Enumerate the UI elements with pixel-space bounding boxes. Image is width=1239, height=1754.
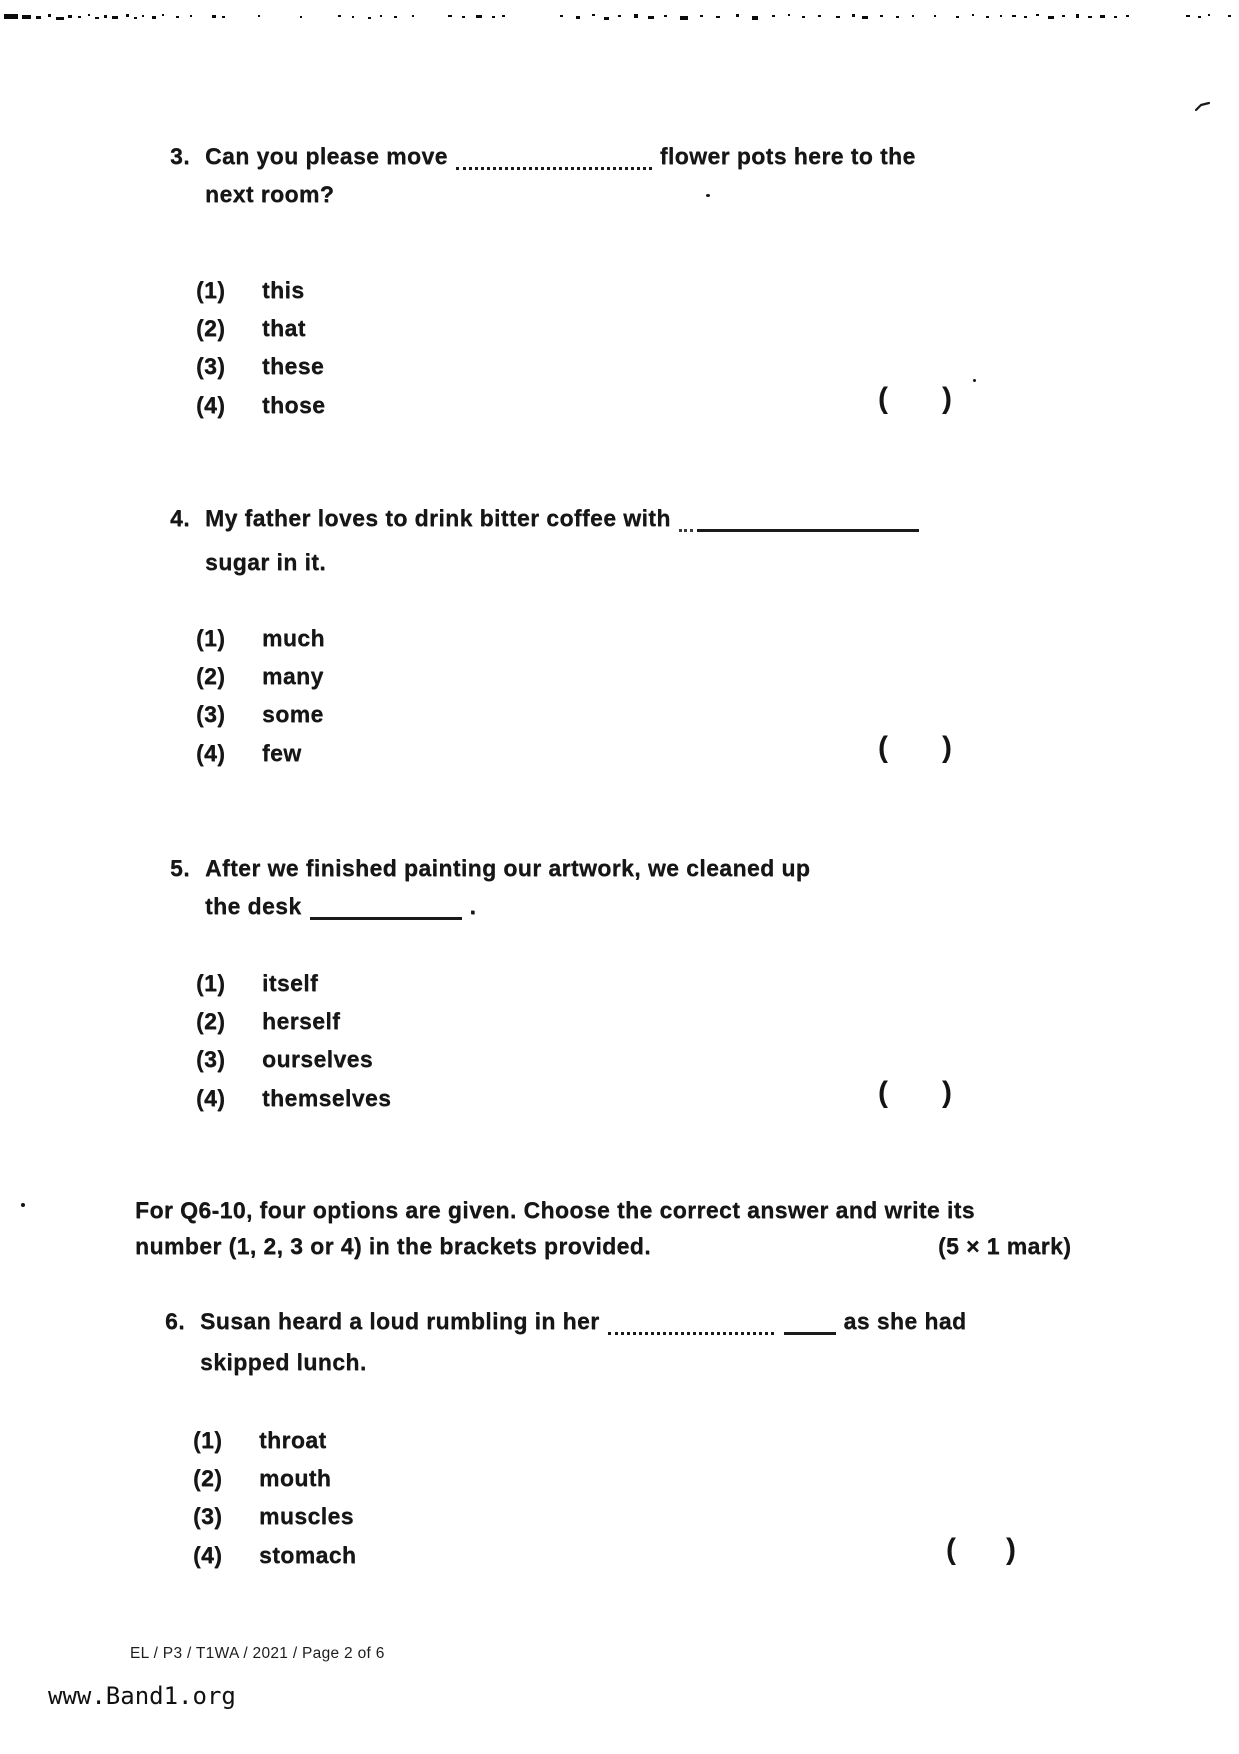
answer-blank xyxy=(679,511,693,532)
option-label: itself xyxy=(262,970,319,996)
option-row xyxy=(196,625,325,651)
bracket-open: ( xyxy=(878,1076,888,1109)
question-number: 5. xyxy=(170,855,190,881)
bracket-open: ( xyxy=(878,731,888,764)
option-row xyxy=(193,1465,331,1491)
option-number: (3) xyxy=(196,353,226,379)
option-number: (4) xyxy=(196,392,226,418)
question-text: next room? xyxy=(205,181,335,207)
bracket-close: ) xyxy=(942,382,952,415)
option-row xyxy=(196,277,305,303)
option-row xyxy=(196,701,324,727)
bracket-open: ( xyxy=(878,382,888,415)
watermark: www.Band1.org xyxy=(48,1682,236,1710)
answer-blank xyxy=(456,149,652,170)
question-text: My father loves to drink bitter coffee with xyxy=(205,505,671,531)
option-number: (3) xyxy=(193,1503,223,1529)
answer-brackets xyxy=(878,733,952,763)
option-label: muscles xyxy=(259,1503,354,1529)
question-line xyxy=(170,855,810,881)
question-line xyxy=(205,893,476,919)
marks-label: (5 × 1 mark) xyxy=(938,1233,1072,1259)
ink-speck xyxy=(973,379,976,382)
answer-blank xyxy=(784,1314,836,1335)
answer-brackets xyxy=(946,1535,1016,1565)
option-number: (1) xyxy=(196,970,226,996)
option-row xyxy=(196,740,302,766)
question-text: as she had xyxy=(843,1308,967,1334)
option-number: (4) xyxy=(193,1542,223,1568)
question-line xyxy=(170,505,927,531)
ink-speck xyxy=(21,1203,25,1207)
question-number: 4. xyxy=(170,505,190,531)
answer-blank xyxy=(608,1314,774,1335)
question-text: sugar in it. xyxy=(205,549,327,575)
option-row xyxy=(196,970,318,996)
footer-doc-ref: EL / P3 / T1WA / 2021 / Page 2 of 6 xyxy=(130,1645,385,1662)
answer-brackets xyxy=(878,384,952,414)
question-text: . xyxy=(469,893,477,919)
option-label: ourselves xyxy=(262,1046,373,1072)
option-row xyxy=(196,663,324,689)
question-number: 6. xyxy=(165,1308,185,1334)
option-number: (2) xyxy=(196,663,226,689)
option-row xyxy=(193,1427,327,1453)
option-number: (3) xyxy=(196,1046,226,1072)
option-row xyxy=(193,1542,356,1568)
bracket-close: ) xyxy=(942,1076,952,1109)
option-label: many xyxy=(262,663,324,689)
option-number: (2) xyxy=(196,315,226,341)
option-number: (4) xyxy=(196,740,226,766)
question-text: the desk xyxy=(205,893,302,919)
option-number: (1) xyxy=(193,1427,223,1453)
option-label: some xyxy=(262,701,324,727)
question-number: 3. xyxy=(170,143,190,169)
option-row xyxy=(196,1085,391,1111)
option-label: this xyxy=(262,277,305,303)
option-row xyxy=(196,392,325,418)
option-row xyxy=(196,1008,340,1034)
bracket-close: ) xyxy=(1006,1533,1016,1566)
option-number: (1) xyxy=(196,625,226,651)
option-label: herself xyxy=(262,1008,341,1034)
bracket-open: ( xyxy=(946,1533,956,1566)
answer-blank xyxy=(697,511,919,532)
option-number: (2) xyxy=(193,1465,223,1491)
option-label: themselves xyxy=(262,1085,392,1111)
option-number: (1) xyxy=(196,277,226,303)
question-text: Can you please move xyxy=(205,143,448,169)
question-line xyxy=(170,143,916,169)
question-text: flower pots here to the xyxy=(659,143,916,169)
instruction-line: For Q6-10, four options are given. Choose the correct answer and write its xyxy=(135,1197,975,1223)
answer-brackets xyxy=(878,1078,952,1108)
option-label: that xyxy=(262,315,306,341)
ink-speck xyxy=(706,194,710,197)
option-row xyxy=(193,1503,354,1529)
option-number: (3) xyxy=(196,701,226,727)
option-label: mouth xyxy=(259,1465,332,1491)
option-label: much xyxy=(262,625,325,651)
option-label: throat xyxy=(259,1427,327,1453)
question-text: After we finished painting our artwork, we cleaned up xyxy=(205,855,811,881)
bracket-close: ) xyxy=(942,731,952,764)
instruction-line: number (1, 2, 3 or 4) in the brackets provided. xyxy=(135,1233,651,1259)
question-text: skipped lunch. xyxy=(200,1349,367,1375)
question-text: Susan heard a loud rumbling in her xyxy=(200,1308,600,1334)
option-number: (4) xyxy=(196,1085,226,1111)
option-row xyxy=(196,1046,373,1072)
option-row xyxy=(196,315,306,341)
option-row xyxy=(196,353,324,379)
option-label: those xyxy=(262,392,326,418)
option-label: stomach xyxy=(259,1542,357,1568)
option-label: these xyxy=(262,353,325,379)
answer-blank xyxy=(310,899,462,920)
option-label: few xyxy=(262,740,302,766)
scan-edge-artifact xyxy=(0,2,1239,28)
question-line xyxy=(165,1308,966,1334)
pen-tick-icon xyxy=(1194,100,1212,114)
option-number: (2) xyxy=(196,1008,226,1034)
